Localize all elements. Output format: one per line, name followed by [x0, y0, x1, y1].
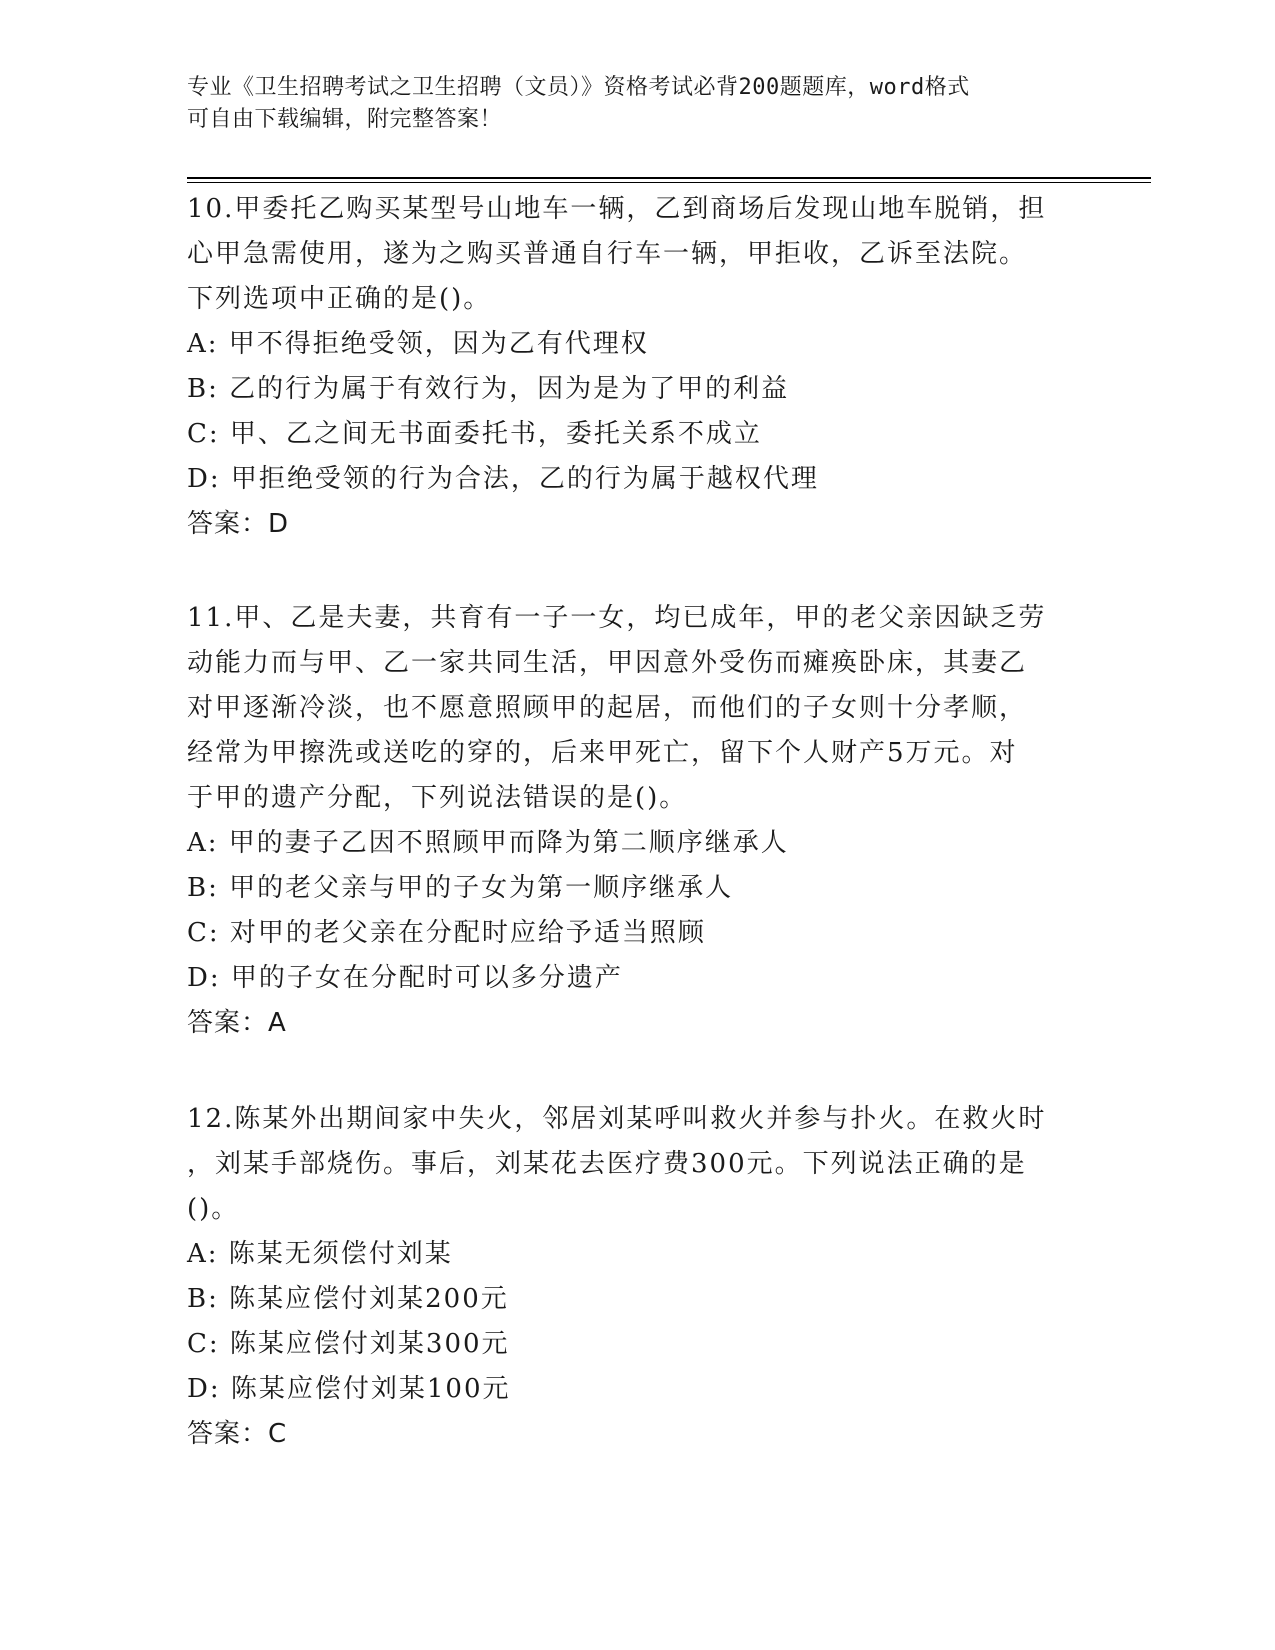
question-stem-line: 12.陈某外出期间家中失火，邻居刘某呼叫救火并参与扑火。在救火时 — [187, 1104, 1047, 1134]
header-divider-thin — [187, 182, 1151, 183]
option-b: B: 乙的行为属于有效行为，因为是为了甲的利益 — [187, 374, 790, 404]
answer-label: 答案：A — [187, 1008, 287, 1038]
option-d: D: 甲拒绝受领的行为合法，乙的行为属于越权代理 — [187, 464, 819, 494]
question-stem-line: ()。 — [187, 1194, 240, 1224]
question-stem-line: 10.甲委托乙购买某型号山地车一辆，乙到商场后发现山地车脱销，担 — [187, 194, 1047, 224]
answer-label: 答案：D — [187, 509, 290, 539]
option-b: B: 陈某应偿付刘某200元 — [187, 1284, 509, 1314]
option-d: D: 甲的子女在分配时可以多分遗产 — [187, 963, 623, 993]
option-c: C: 对甲的老父亲在分配时应给予适当照顾 — [187, 918, 706, 948]
question-11 — [187, 596, 1087, 1046]
question-stem-line: 心甲急需使用，遂为之购买普通自行车一辆，甲拒收，乙诉至法院。 — [187, 239, 1028, 269]
option-a: A: 甲的妻子乙因不照顾甲而降为第二顺序继承人 — [187, 828, 789, 858]
question-stem-line: 对甲逐渐冷淡，也不愿意照顾甲的起居，而他们的子女则十分孝顺， — [187, 693, 1028, 723]
answer-label: 答案：C — [187, 1419, 288, 1449]
question-stem-line: 于甲的遗产分配，下列说法错误的是()。 — [187, 783, 688, 813]
option-a: A: 陈某无须偿付刘某 — [187, 1239, 453, 1269]
header-title-line-1: 专业《卫生招聘考试之卫生招聘（文员）》资格考试必背200题题库，word格式 — [187, 75, 970, 100]
option-c: C: 甲、乙之间无书面委托书，委托关系不成立 — [187, 419, 762, 449]
header-divider-thick — [187, 177, 1151, 179]
document-header — [187, 72, 1067, 136]
question-stem-line: 下列选项中正确的是()。 — [187, 284, 492, 314]
question-stem-line: 经常为甲擦洗或送吃的穿的，后来甲死亡，留下个人财产5万元。对 — [187, 738, 1018, 768]
question-stem-line: 11.甲、乙是夫妻，共育有一子一女，均已成年，甲的老父亲因缺乏劳 — [187, 603, 1047, 633]
question-12 — [187, 1097, 1087, 1457]
option-a: A: 甲不得拒绝受领，因为乙有代理权 — [187, 329, 649, 359]
header-title-line-2: 可自由下载编辑，附完整答案！ — [187, 107, 503, 132]
question-stem-line: ，刘某手部烧伤。事后，刘某花去医疗费300元。下列说法正确的是 — [187, 1149, 1027, 1179]
question-stem-line: 动能力而与甲、乙一家共同生活，甲因意外受伤而瘫痪卧床，其妻乙 — [187, 648, 1028, 678]
option-d: D: 陈某应偿付刘某100元 — [187, 1374, 511, 1404]
question-10 — [187, 187, 1087, 547]
option-c: C: 陈某应偿付刘某300元 — [187, 1329, 510, 1359]
option-b: B: 甲的老父亲与甲的子女为第一顺序继承人 — [187, 873, 734, 903]
